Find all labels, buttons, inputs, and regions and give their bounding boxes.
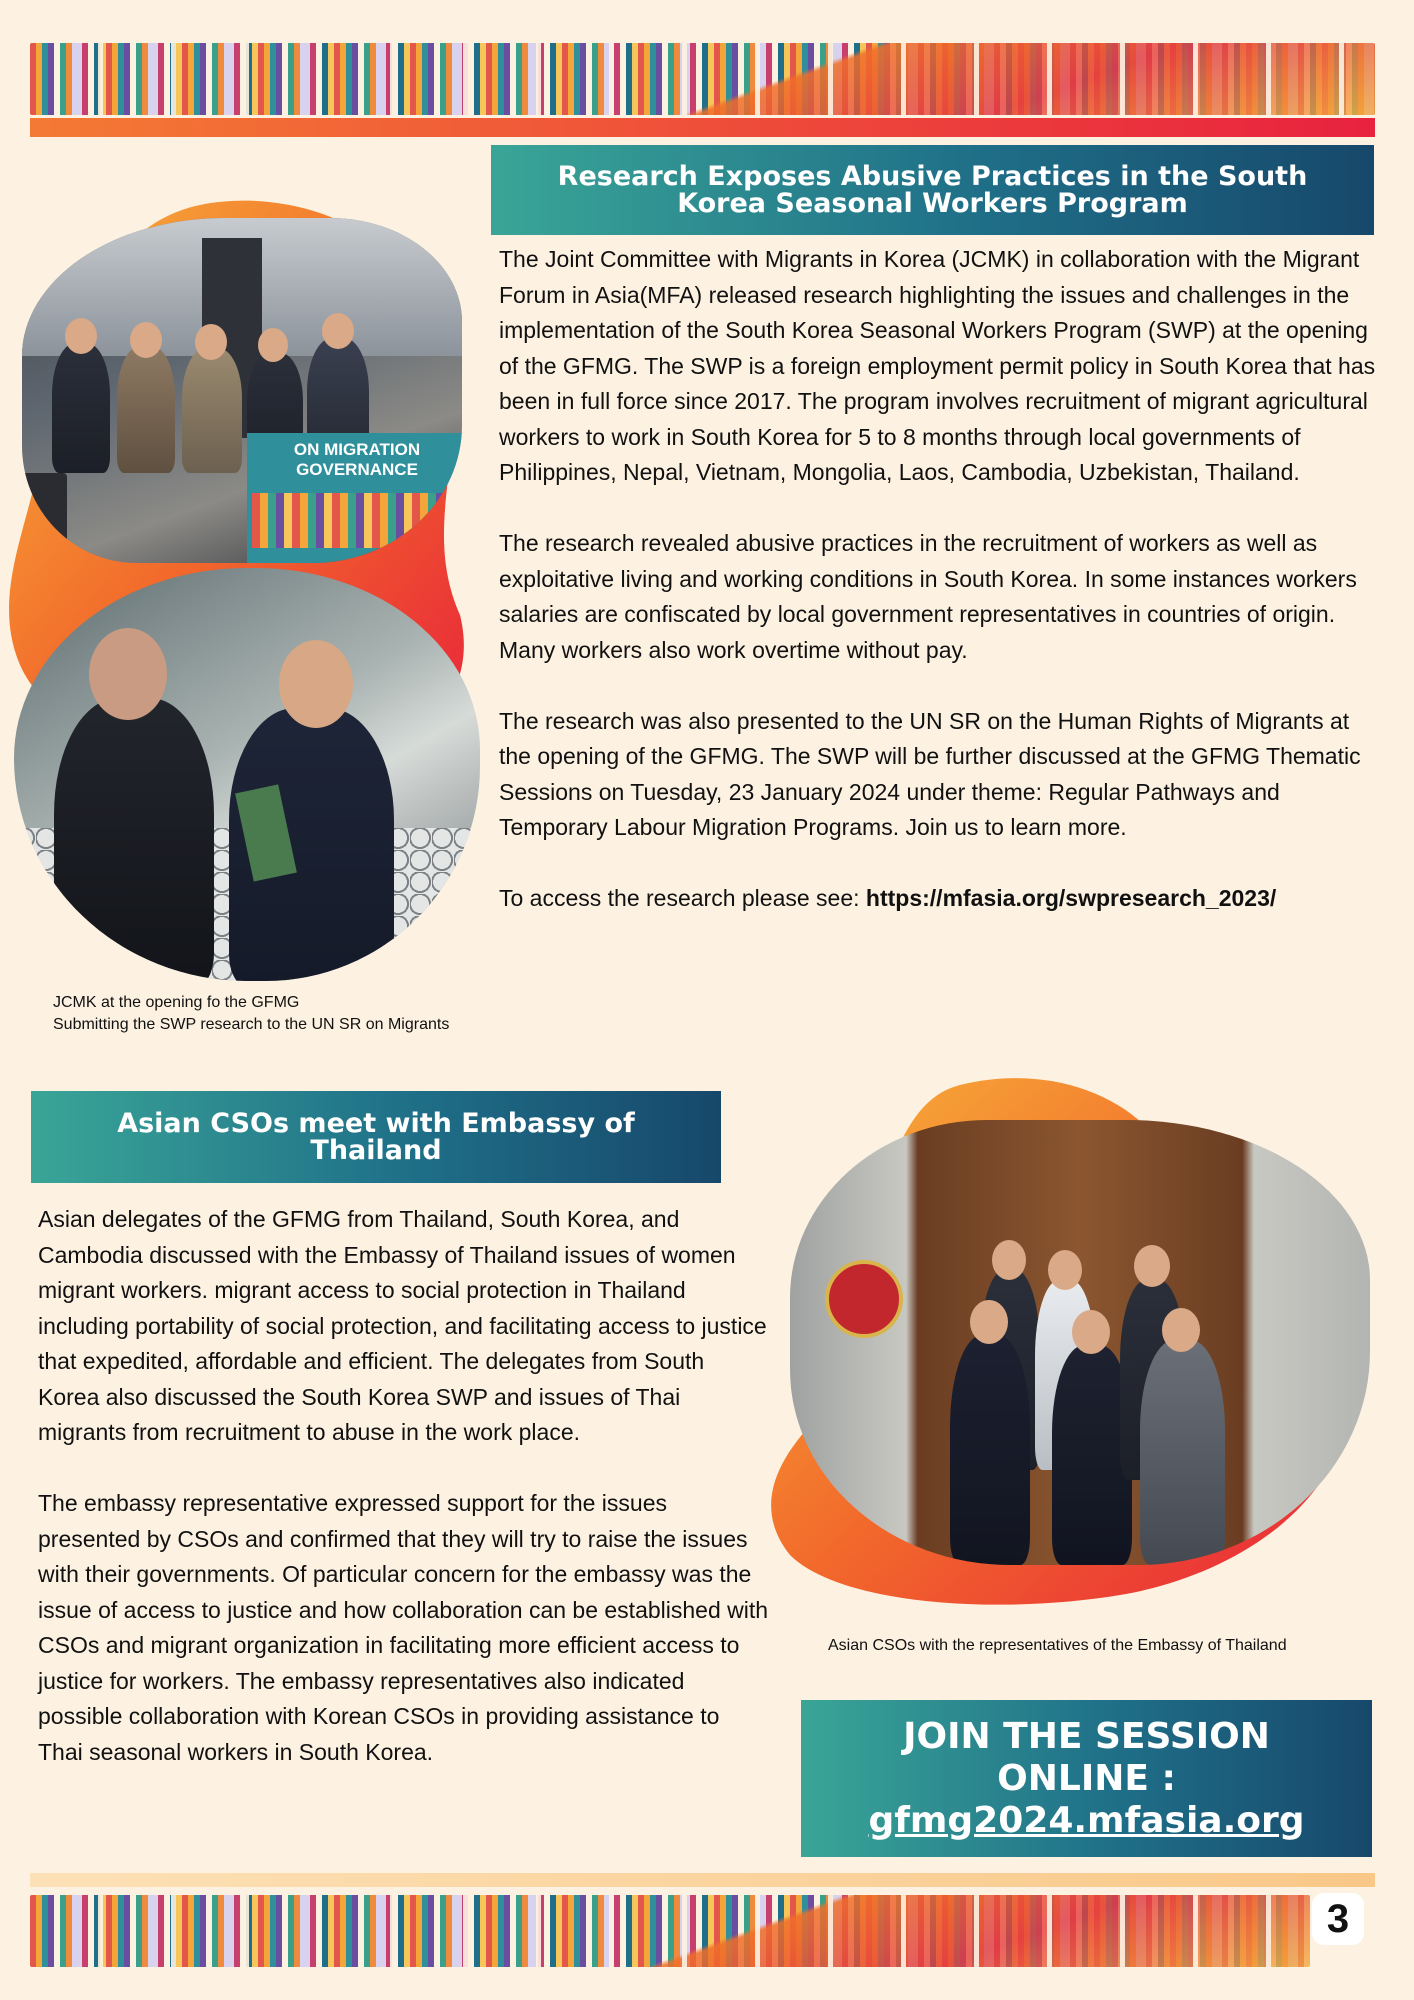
section2-body [38,1202,770,1770]
section2-heading [31,1091,721,1183]
bottom-gradient-bar [30,1873,1375,1887]
caption-embassy: Asian CSOs with the representatives of the Embassy of Thailand [828,1637,1287,1654]
access-label: To access the research please see: [499,885,866,911]
banner-on-migration-governance: ON MIGRATION GOVERNANCE [293,440,421,479]
section1-body [499,242,1381,917]
join-session-box[interactable] [801,1700,1372,1857]
photo-un-sr-meeting [14,568,480,981]
caption-line-1: JCMK at the opening fo the GFMG [53,994,300,1011]
photo-jcmk-group [22,218,462,563]
section1-paragraph: The Joint Committee with Migrants in Korea (JCMK) in collaboration with the Migrant Forum in Asia(MFA) released research highlighting the issues and challenges in the implementation of the South Korea Seasonal Workers Program (SWP) at the opening of the GFMG. The SWP is a foreign employment permit policy in South Korea that has been in full force since 2017. The program involves recruitment of migrant agricultural workers to work in South Korea for 5 to 8 months through local governments of Philippines, Nepal, Vietnam, Mongolia, Laos, Cambodia, Uzbekistan, Thailand. [499,246,1376,485]
section1-heading [491,145,1374,235]
research-link[interactable]: https://mfasia.org/swpresearch_2023/ [865,885,1277,911]
section2-title: Asian CSOs meet with Embassy of Thailand [117,1108,635,1166]
join-line-2: ONLINE : [997,1758,1176,1799]
section1-title: Research Exposes Abusive Practices in the South Korea Seasonal Workers Program [557,161,1308,219]
photo-embassy-group [790,1120,1370,1565]
section2-paragraph: Asian delegates of the GFMG from Thailand, South Korea, and Cambodia discussed with the Embassy of Thailand issues of women migrant workers. migrant access to social protection in Thailand including portability of social protection, and facilitating access to justice that expedited, affordable and efficient. The delegates from South Korea also discussed the South Korea SWP and issues of Thai migrants from recruitment to abuse in the work place. [38,1206,767,1445]
page-number: 3 [1312,1893,1364,1945]
caption-jcmk [53,992,471,1036]
join-session-link[interactable]: gfmg2024.mfasia.org [868,1800,1305,1841]
section1-paragraph: The research revealed abusive practices in the recruitment of workers as well as exploitative living and working conditions in South Korea. In some instances workers salaries are confiscated by local government representatives in countries of origin. Many workers also work overtime without pay. [499,530,1357,663]
top-gradient-bar [30,118,1375,137]
bottom-decorative-banner [30,1895,1310,1967]
section1-paragraph: The research was also presented to the UN SR on the Human Rights of Migrants at the opening of the GFMG. The SWP will be further discussed at the GFMG Thematic Sessions on Tuesday, 23 January 2024 under theme: Regular Pathways and Temporary Labour Migration Programs. Join us to learn more. [499,707,1361,840]
caption-line-2: Submitting the SWP research to the UN SR on Migrants [53,1016,450,1033]
join-line-1: JOIN THE SESSION [903,1716,1270,1757]
top-decorative-banner [30,43,1375,115]
section2-paragraph: The embassy representative expressed support for the issues presented by CSOs and confirmed that they will try to raise the issues with their governments. Of particular concern for the embassy was the issue of access to justice and how collaboration can be established with CSOs and migrant organization in facilitating more efficient access to justice for workers. The embassy representatives also indicated possible collaboration with Korean CSOs in providing assistance to Thai seasonal workers in South Korea. [38,1490,769,1765]
